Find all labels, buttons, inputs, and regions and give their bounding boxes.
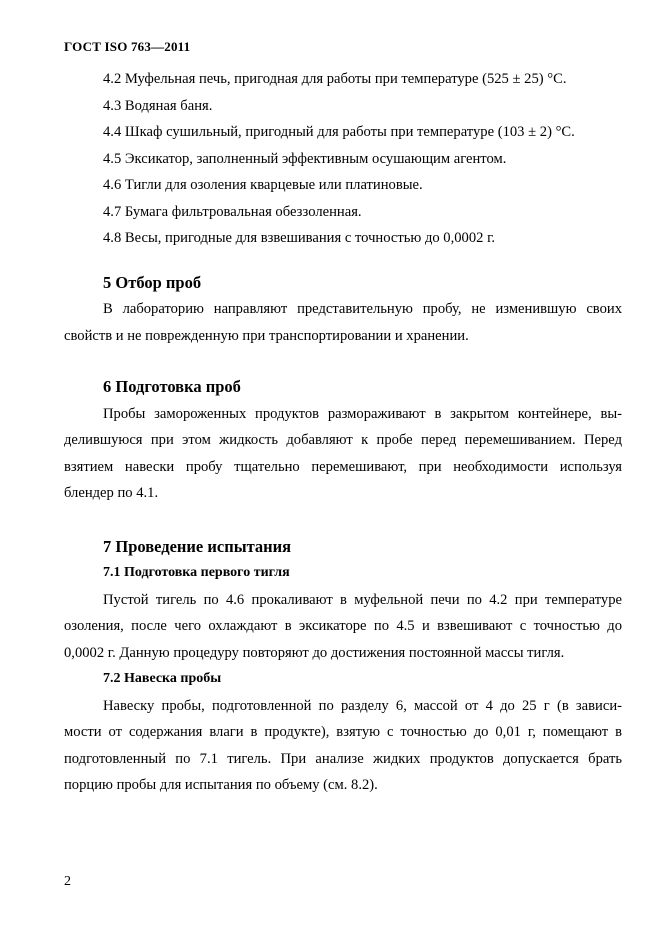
- paragraph-line: делившуюся при этом жидкость добавляют к пробе перед перемешиванием. Перед: [64, 432, 622, 448]
- equipment-item: 4.7 Бумага фильтровальная обеззоленная.: [103, 203, 362, 220]
- section-5-paragraph: [64, 296, 622, 349]
- paragraph-line: Пустой тигель по 4.6 прокаливают в муфельной печи по 4.2 при температуре: [103, 591, 622, 608]
- section-7-title: 7 Проведение испытания: [103, 536, 292, 556]
- paragraph-line: 0,0002 г. Данную процедуру повторяют до достижения постоянной массы тигля.: [64, 644, 565, 661]
- equipment-item: 4.3 Водяная баня.: [103, 97, 213, 114]
- paragraph-line: порцию пробы для испытания по объему (см. 8.2).: [64, 777, 378, 793]
- paragraph-line: Пробы замороженных продуктов размораживают в закрытом контейнере, вы-: [103, 405, 622, 422]
- document-header: ГОСТ ISO 763—2011: [64, 39, 191, 54]
- equipment-item: 4.2 Муфельная печь, пригодная для работы при температуре (525 ± 25) °С.: [103, 71, 567, 87]
- paragraph-line: озоления, после чего охлаждают в эксикаторе по 4.5 и взвешивают с точностью до: [64, 618, 622, 634]
- document-body: [64, 66, 622, 799]
- paragraph-line: подготовленный по 7.1 тигель. При анализе жидких продуктов допускается брать: [64, 750, 622, 767]
- paragraph-line: мости от содержания влаги в продукте), взятую с точностью до 0,01 г, помещают в: [64, 724, 622, 740]
- paragraph-line: взятием навески пробу тщательно перемешивают, при необходимости используя: [64, 458, 622, 475]
- paragraph-line: свойств и не поврежденную при транспортировании и хранении.: [64, 327, 469, 344]
- subsection-7-2-paragraph: [64, 693, 622, 799]
- section-6-paragraph: [64, 401, 622, 507]
- subsection-7-1-title: 7.1 Подготовка первого тигля: [103, 565, 290, 580]
- section-6-title: 6 Подготовка проб: [103, 377, 241, 396]
- equipment-item: 4.4 Шкаф сушильный, пригодный для работы при температуре (103 ± 2) °С.: [103, 124, 575, 140]
- equipment-item: 4.8 Весы, пригодные для взвешивания с точностью до 0,0002 г.: [103, 230, 496, 246]
- subsection-7-2-title: 7.2 Навеска пробы: [103, 671, 222, 686]
- paragraph-line: блендер по 4.1.: [64, 485, 159, 501]
- paragraph-line: В лабораторию направляют представительную пробу, не изменившую своих: [103, 301, 622, 317]
- equipment-list: [64, 66, 622, 252]
- equipment-item: 4.5 Эксикатор, заполненный эффективным осушающим агентом.: [103, 150, 507, 167]
- subsection-7-1-paragraph: [64, 587, 622, 667]
- section-5-title: 5 Отбор проб: [103, 272, 202, 292]
- equipment-item: 4.6 Тигли для озоления кварцевые или платиновые.: [103, 177, 423, 193]
- paragraph-line: Навеску пробы, подготовленной по разделу 6, массой от 4 до 25 г (в зависи-: [103, 697, 622, 714]
- page-number: 2: [64, 874, 71, 889]
